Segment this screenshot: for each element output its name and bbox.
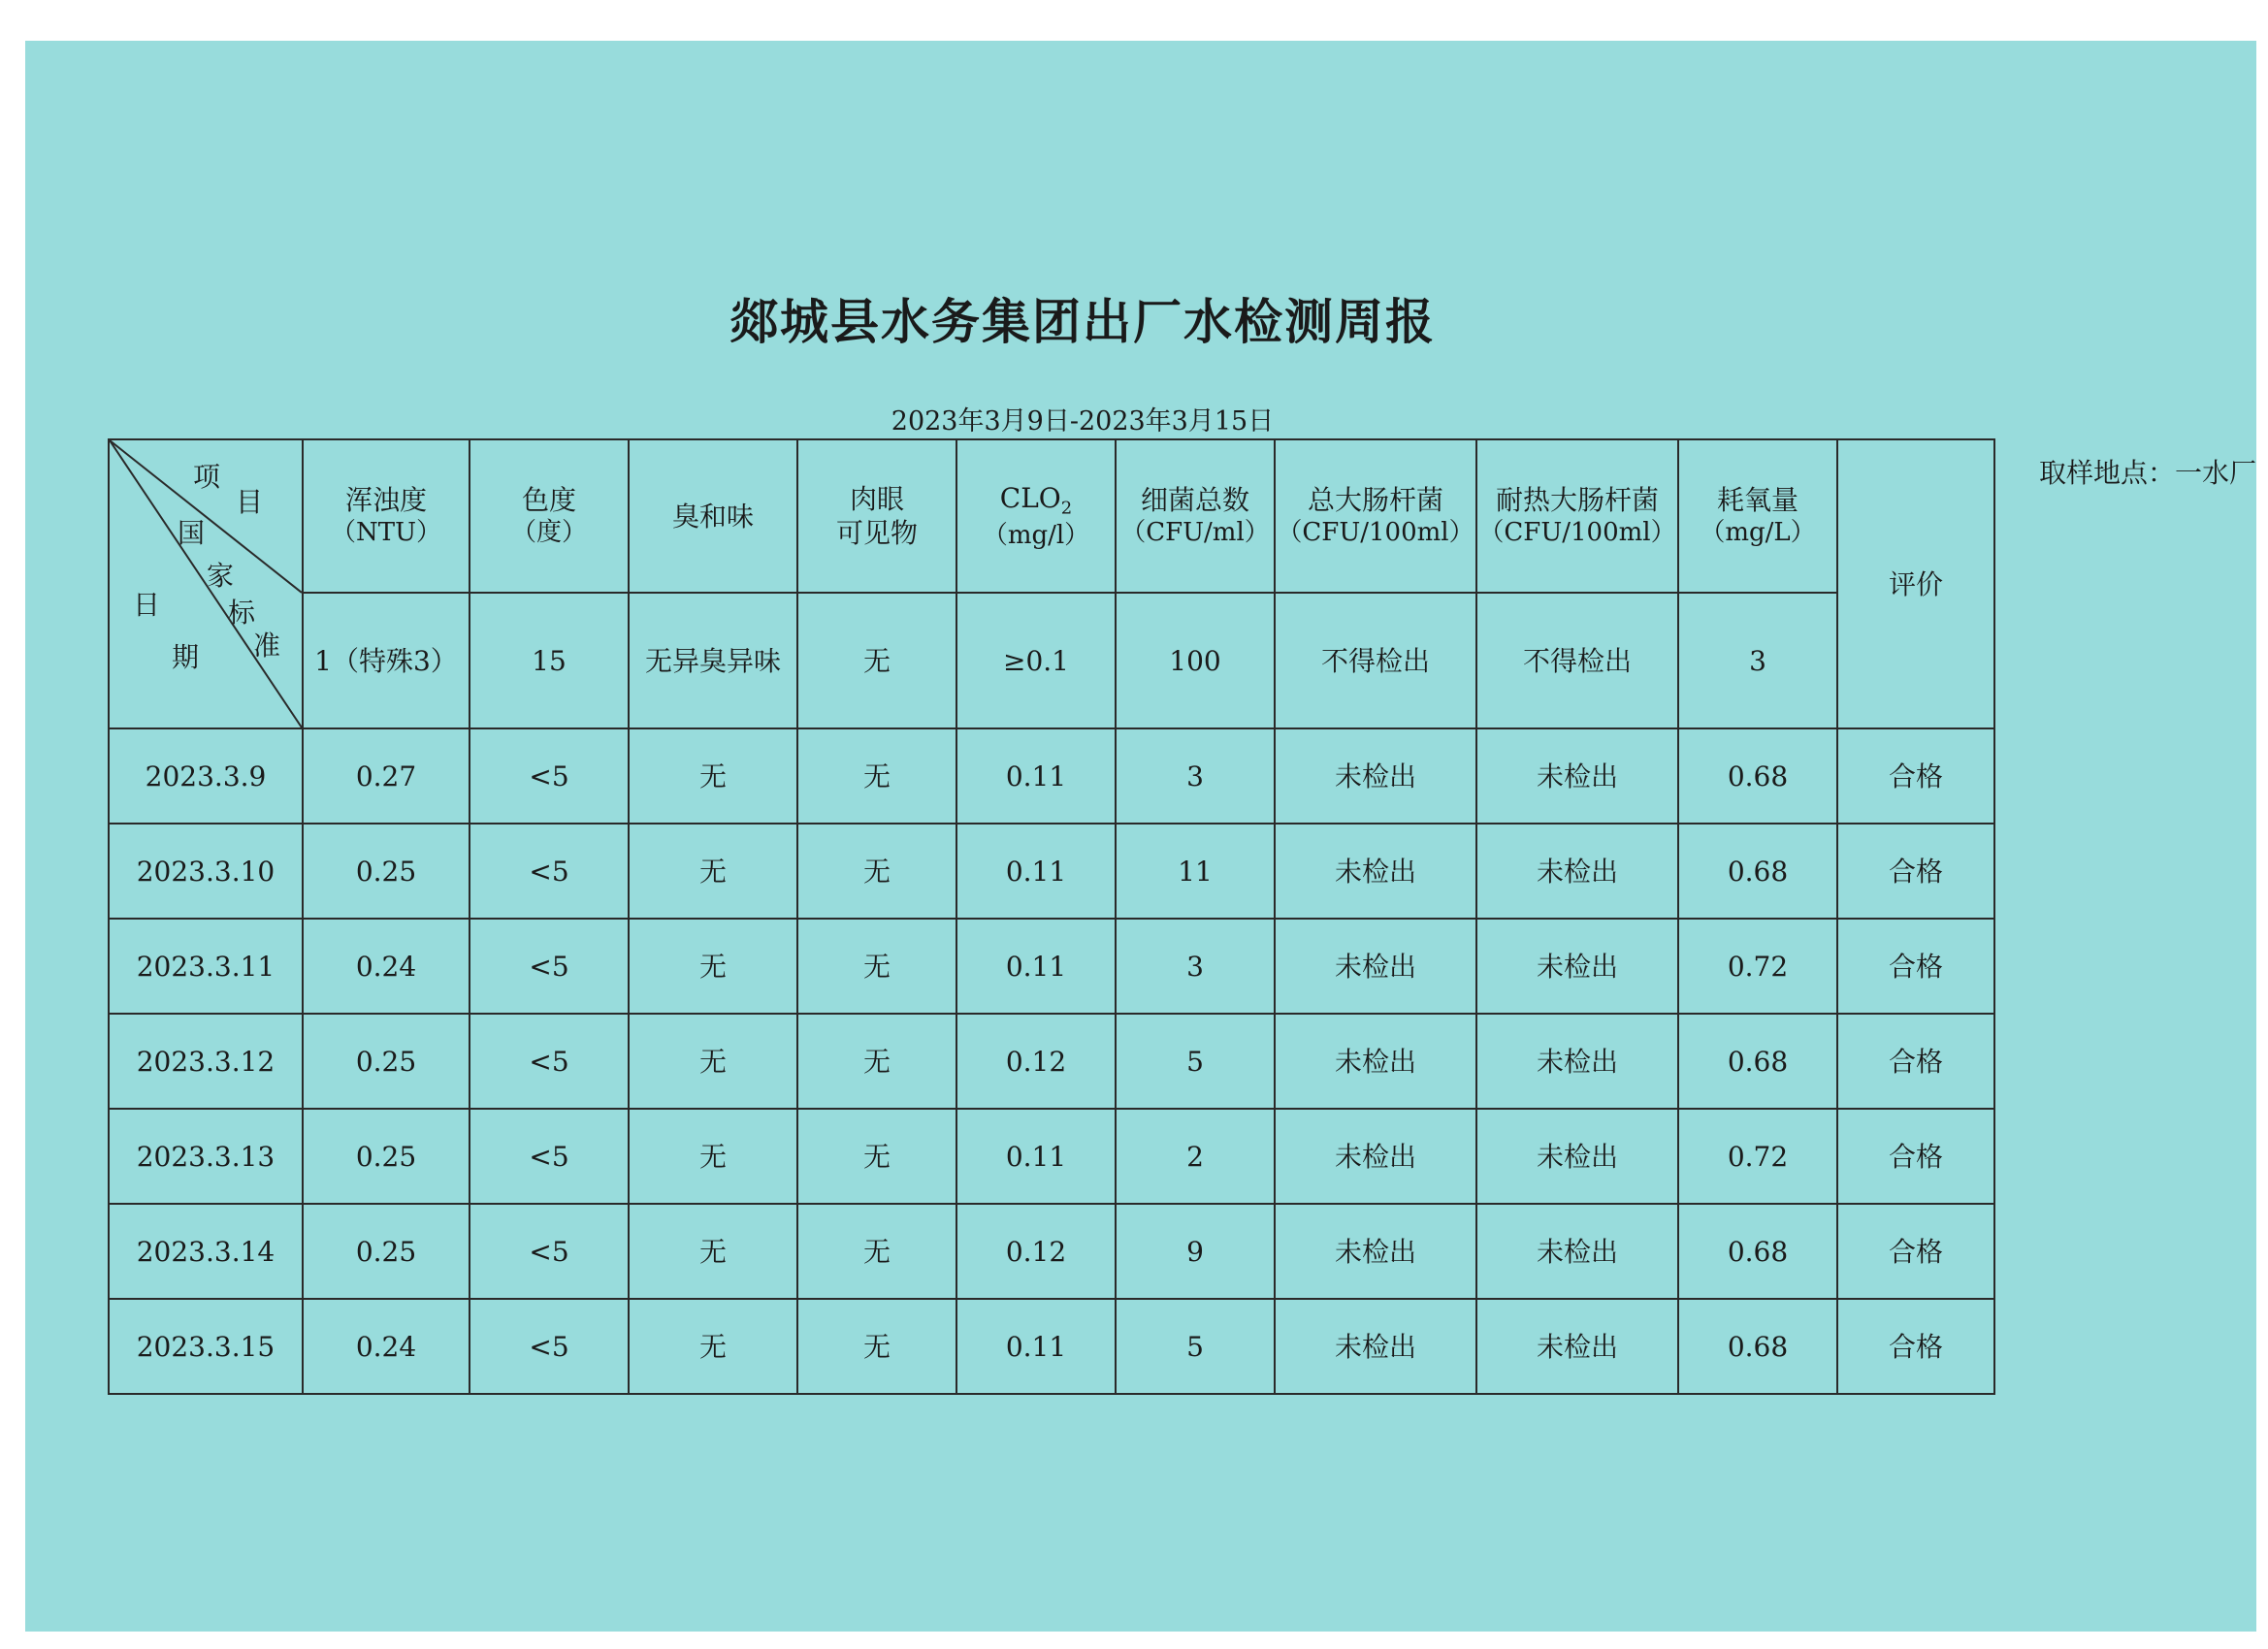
corner-header-cell — [109, 439, 303, 728]
header-row — [109, 439, 1994, 593]
cell-coliform: 未检出 — [1275, 1014, 1476, 1109]
cell-color: <5 — [470, 824, 629, 919]
cell-thermo: 未检出 — [1476, 1014, 1678, 1109]
cell-color: <5 — [470, 1109, 629, 1204]
cell-turbidity: 0.27 — [303, 728, 470, 824]
corner-standard-char-1: 国 — [178, 517, 206, 549]
table-row — [109, 1014, 1994, 1109]
cell-turbidity: 0.24 — [303, 1299, 470, 1394]
date-range: 2023年3月9日-2023年3月15日 — [891, 406, 1275, 436]
page-title: 郯城县水务集团出厂水检测周报 — [729, 294, 1436, 350]
cell-oxygen: 0.68 — [1678, 728, 1837, 824]
col-header-oxygen: 耗氧量 （mg/L） — [1678, 439, 1837, 593]
cell-odor: 无 — [629, 1109, 797, 1204]
data-rows — [109, 728, 1994, 1394]
standard-visible: 无 — [797, 593, 956, 728]
cell-thermo: 未检出 — [1476, 1299, 1678, 1394]
table-row — [109, 1299, 1994, 1394]
cell-clo2: 0.12 — [956, 1204, 1116, 1299]
table-row — [109, 824, 1994, 919]
col-header-thermo-coliform: 耐热大肠杆菌 （CFU/100ml） — [1476, 439, 1678, 593]
cell-date: 2023.3.14 — [109, 1204, 303, 1299]
standard-thermo-coliform: 不得检出 — [1476, 593, 1678, 728]
cell-bacteria: 2 — [1116, 1109, 1275, 1204]
cell-eval: 合格 — [1837, 1299, 1994, 1394]
cell-color: <5 — [470, 1299, 629, 1394]
corner-item-char-2: 目 — [236, 486, 264, 518]
col-header-turbidity: 浑浊度 （NTU） — [303, 439, 470, 593]
corner-date-char-1: 日 — [133, 589, 161, 621]
cell-oxygen: 0.72 — [1678, 1109, 1837, 1204]
cell-visible: 无 — [797, 728, 956, 824]
standard-oxygen: 3 — [1678, 593, 1837, 728]
cell-bacteria: 3 — [1116, 919, 1275, 1014]
cell-clo2: 0.12 — [956, 1014, 1116, 1109]
col-header-visible: 肉眼 可见物 — [797, 439, 956, 593]
cell-date: 2023.3.13 — [109, 1109, 303, 1204]
cell-turbidity: 0.25 — [303, 824, 470, 919]
cell-odor: 无 — [629, 1299, 797, 1394]
cell-thermo: 未检出 — [1476, 1204, 1678, 1299]
table-row — [109, 1109, 1994, 1204]
cell-odor: 无 — [629, 824, 797, 919]
col-header-color: 色度 （度） — [470, 439, 629, 593]
cell-turbidity: 0.24 — [303, 919, 470, 1014]
cell-clo2: 0.11 — [956, 824, 1116, 919]
cell-turbidity: 0.25 — [303, 1014, 470, 1109]
cell-bacteria: 11 — [1116, 824, 1275, 919]
standard-color: 15 — [470, 593, 629, 728]
cell-color: <5 — [470, 1204, 629, 1299]
corner-item-char-1: 项 — [193, 461, 221, 493]
cell-clo2: 0.11 — [956, 728, 1116, 824]
cell-clo2: 0.11 — [956, 1109, 1116, 1204]
cell-eval: 合格 — [1837, 824, 1994, 919]
water-quality-table — [108, 438, 1995, 1395]
cell-turbidity: 0.25 — [303, 1204, 470, 1299]
standard-row — [109, 593, 1994, 728]
cell-bacteria: 5 — [1116, 1014, 1275, 1109]
cell-coliform: 未检出 — [1275, 728, 1476, 824]
cell-eval: 合格 — [1837, 1014, 1994, 1109]
cell-oxygen: 0.68 — [1678, 1204, 1837, 1299]
cell-oxygen: 0.68 — [1678, 1014, 1837, 1109]
cell-date: 2023.3.10 — [109, 824, 303, 919]
col-header-evaluation: 评价 — [1837, 439, 1994, 728]
cell-oxygen: 0.68 — [1678, 824, 1837, 919]
cell-odor: 无 — [629, 1014, 797, 1109]
standard-bacteria: 100 — [1116, 593, 1275, 728]
cell-date: 2023.3.9 — [109, 728, 303, 824]
cell-eval: 合格 — [1837, 728, 1994, 824]
standard-odor: 无异臭异味 — [629, 593, 797, 728]
cell-bacteria: 3 — [1116, 728, 1275, 824]
cell-color: <5 — [470, 1014, 629, 1109]
standard-clo2: ≥0.1 — [956, 593, 1116, 728]
cell-bacteria: 5 — [1116, 1299, 1275, 1394]
corner-date-char-2: 期 — [172, 641, 200, 673]
cell-eval: 合格 — [1837, 1204, 1994, 1299]
corner-standard-char-2: 家 — [207, 560, 235, 592]
cell-oxygen: 0.72 — [1678, 919, 1837, 1014]
col-header-odor: 臭和味 — [629, 439, 797, 593]
cell-thermo: 未检出 — [1476, 1109, 1678, 1204]
cell-visible: 无 — [797, 824, 956, 919]
table-row — [109, 728, 1994, 824]
cell-visible: 无 — [797, 1299, 956, 1394]
cell-visible: 无 — [797, 1109, 956, 1204]
col-header-coliform: 总大肠杆菌 （CFU/100ml） — [1275, 439, 1476, 593]
cell-coliform: 未检出 — [1275, 824, 1476, 919]
cell-turbidity: 0.25 — [303, 1109, 470, 1204]
sampling-location: 取样地点：一水厂 — [2038, 457, 2256, 489]
cell-color: <5 — [470, 919, 629, 1014]
cell-thermo: 未检出 — [1476, 919, 1678, 1014]
standard-coliform: 不得检出 — [1275, 593, 1476, 728]
cell-clo2: 0.11 — [956, 919, 1116, 1014]
table-row — [109, 919, 1994, 1014]
corner-standard-char-3: 标 — [228, 597, 256, 629]
cell-date: 2023.3.11 — [109, 919, 303, 1014]
cell-eval: 合格 — [1837, 919, 1994, 1014]
cell-date: 2023.3.15 — [109, 1299, 303, 1394]
cell-thermo: 未检出 — [1476, 728, 1678, 824]
cell-odor: 无 — [629, 728, 797, 824]
col-header-clo2: $CLO_2$ （mg/l） — [956, 439, 1116, 593]
cell-clo2: 0.11 — [956, 1299, 1116, 1394]
cell-oxygen: 0.68 — [1678, 1299, 1837, 1394]
cell-coliform: 未检出 — [1275, 1204, 1476, 1299]
cell-visible: 无 — [797, 1014, 956, 1109]
cell-odor: 无 — [629, 1204, 797, 1299]
cell-odor: 无 — [629, 919, 797, 1014]
cell-thermo: 未检出 — [1476, 824, 1678, 919]
cell-coliform: 未检出 — [1275, 1299, 1476, 1394]
cell-coliform: 未检出 — [1275, 1109, 1476, 1204]
cell-visible: 无 — [797, 1204, 956, 1299]
standard-turbidity: 1（特殊3） — [303, 593, 470, 728]
corner-standard-char-4: 准 — [253, 630, 281, 662]
table-row — [109, 1204, 1994, 1299]
cell-coliform: 未检出 — [1275, 919, 1476, 1014]
cell-date: 2023.3.12 — [109, 1014, 303, 1109]
col-header-bacteria: 细菌总数 （CFU/ml） — [1116, 439, 1275, 593]
cell-bacteria: 9 — [1116, 1204, 1275, 1299]
cell-color: <5 — [470, 728, 629, 824]
cell-eval: 合格 — [1837, 1109, 1994, 1204]
cell-visible: 无 — [797, 919, 956, 1014]
